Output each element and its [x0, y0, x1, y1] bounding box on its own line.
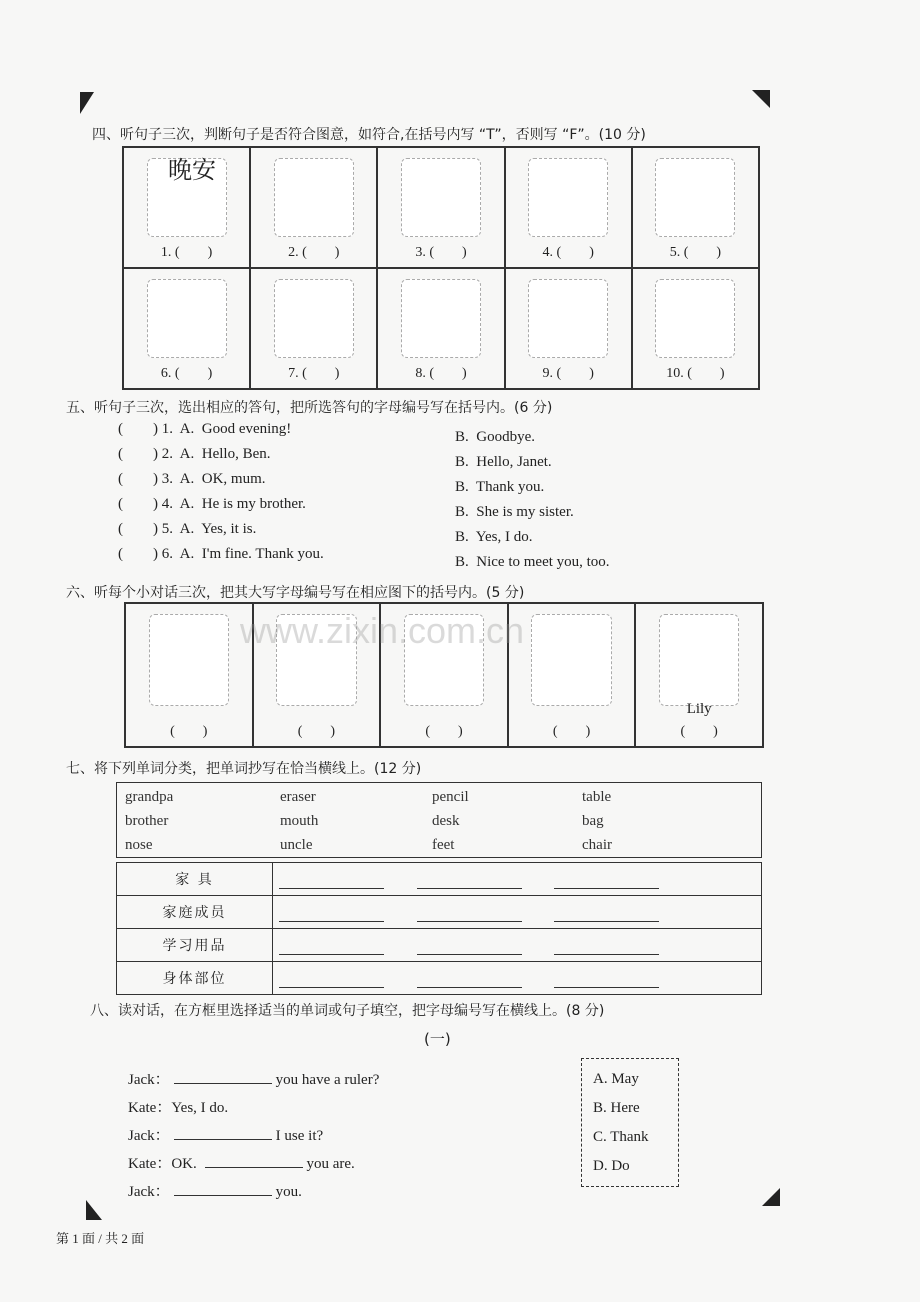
answer-line[interactable]: [554, 987, 659, 988]
dog-picture: [655, 158, 735, 237]
dialog-text: OK.: [171, 1156, 197, 1172]
dialog-text: you are.: [306, 1156, 355, 1172]
picture-cell: [505, 147, 632, 268]
question-5: ( ) 5. A. Yes, it is.: [118, 521, 257, 537]
picture-cell: [377, 268, 504, 389]
word: desk: [432, 813, 460, 829]
picture-cell: [125, 603, 253, 747]
picture-cell: [635, 603, 763, 747]
word: nose: [125, 837, 153, 853]
picture-cell: [123, 268, 250, 389]
dialog-line: [128, 1068, 379, 1089]
answer-blank[interactable]: [205, 1167, 303, 1168]
word: mouth: [280, 813, 319, 829]
watermark: www.zixin.com.cn: [240, 610, 525, 651]
lily-label: Lily: [686, 701, 712, 717]
corner-mark: [86, 1200, 102, 1220]
corner-mark: [752, 90, 770, 108]
answer-blank[interactable]: [174, 1083, 272, 1084]
page-footer: 第 1 面 / 共 2 面: [56, 1231, 145, 1246]
category-row: [117, 863, 761, 895]
answer-line[interactable]: [554, 954, 659, 955]
category-label: 学习用品: [117, 929, 273, 961]
answer-line[interactable]: [279, 921, 384, 922]
section-7-title: 七、将下列单词分类，把单词抄写在恰当横线上。(12 分): [66, 761, 422, 777]
category-table: [116, 862, 762, 995]
answer-blank[interactable]: 8. ( ): [415, 366, 467, 381]
question-4: ( ) 4. A. He is my brother.: [118, 496, 306, 512]
word-box: [116, 782, 762, 858]
answer-blank[interactable]: ( ): [552, 724, 591, 739]
option-b-2: B. Hello, Janet.: [455, 454, 552, 470]
answer-line[interactable]: [279, 987, 384, 988]
scene-picture: [659, 614, 739, 706]
question-1: ( ) 1. A. Good evening!: [118, 421, 292, 437]
answer-blank[interactable]: 3. ( ): [415, 245, 467, 260]
answer-line[interactable]: [554, 921, 659, 922]
dialog-line: [128, 1096, 232, 1117]
answer-blank[interactable]: 2. ( ): [288, 245, 340, 260]
dialog-text: you.: [275, 1184, 302, 1200]
word: uncle: [280, 837, 313, 853]
answer-blank[interactable]: ( ): [425, 724, 463, 739]
answer-blank[interactable]: [174, 1195, 272, 1196]
answer-line[interactable]: [554, 888, 659, 889]
man-washing-picture: [528, 158, 608, 237]
word: chair: [582, 837, 612, 853]
option-b-1: B. Goodbye.: [455, 429, 535, 445]
option-b-4: B. She is my sister.: [455, 504, 574, 520]
answer-blank[interactable]: ( ): [680, 724, 718, 739]
picture-cell: [505, 268, 632, 389]
picture-cell: [508, 603, 636, 747]
dialog-line: [128, 1180, 302, 1201]
picture-cell: [250, 268, 377, 389]
answer-line[interactable]: [417, 888, 522, 889]
picture-grid-4: [122, 146, 760, 390]
word: bag: [582, 813, 604, 829]
corner-mark: [80, 92, 94, 114]
word: feet: [432, 837, 455, 853]
option: A. May: [593, 1071, 639, 1087]
answer-line[interactable]: [417, 921, 522, 922]
dialog-text: you have a ruler?: [275, 1072, 380, 1088]
question-2: ( ) 2. A. Hello, Ben.: [118, 446, 271, 462]
options-box: [581, 1058, 679, 1187]
section-5-title: 五、听句子三次，选出相应的答句，把所选答句的字母编号写在括号内。(6 分): [66, 400, 553, 416]
word: pencil: [432, 789, 469, 805]
answer-blank[interactable]: 4. ( ): [542, 245, 594, 260]
night-label: 晚安: [168, 156, 216, 184]
pencil-box-picture: [274, 158, 354, 237]
dialog-line: [128, 1124, 323, 1145]
scene-picture: [149, 614, 229, 706]
answer-blank[interactable]: [174, 1139, 272, 1140]
answer-blank[interactable]: 9. ( ): [542, 366, 594, 381]
answer-blank[interactable]: 5. ( ): [669, 245, 722, 260]
speaker: Jack：: [128, 1072, 170, 1088]
word: grandpa: [125, 789, 174, 805]
dialog-text: Yes, I do.: [171, 1100, 229, 1116]
picture-cell: [632, 147, 759, 268]
option-b-5: B. Yes, I do.: [455, 529, 533, 545]
answer-blank[interactable]: 10. ( ): [666, 366, 725, 381]
dialog-line: [128, 1152, 355, 1173]
handshake-picture: [655, 279, 735, 358]
category-label: 家庭成员: [117, 896, 273, 928]
option: C. Thank: [593, 1129, 649, 1145]
answer-line[interactable]: [279, 888, 384, 889]
category-label: 身体部位: [117, 962, 273, 994]
ship-picture: [401, 279, 481, 358]
category-row: [117, 961, 761, 994]
girl-covering-face-picture: [528, 279, 608, 358]
question-3: ( ) 3. A. OK, mum.: [118, 471, 266, 487]
option: B. Here: [593, 1100, 640, 1116]
category-label: 家 具: [117, 863, 273, 895]
corner-mark: [762, 1188, 780, 1206]
category-row: [117, 895, 761, 928]
option-b-3: B. Thank you.: [455, 479, 545, 495]
speaker: Kate：: [128, 1100, 172, 1116]
picture-cell: [123, 147, 250, 268]
answer-blank[interactable]: ( ): [297, 724, 336, 739]
speaker: Kate：: [128, 1156, 172, 1172]
picture-cell: [632, 268, 759, 389]
answer-blank[interactable]: ( ): [170, 724, 208, 739]
girl-and-boy-picture: [401, 158, 481, 237]
word: table: [582, 789, 612, 805]
table-with-ball-picture: [147, 279, 227, 358]
answer-line[interactable]: [279, 954, 384, 955]
answer-line[interactable]: [417, 987, 522, 988]
word: brother: [125, 813, 169, 829]
subsection-label: (一): [424, 1030, 451, 1048]
category-row: [117, 928, 761, 961]
word: eraser: [280, 789, 316, 805]
answer-line[interactable]: [417, 954, 522, 955]
answer-blank[interactable]: 1. ( ): [160, 245, 213, 260]
answer-blank[interactable]: 7. ( ): [288, 366, 340, 381]
picture-cell: [377, 147, 504, 268]
photo-frame-picture: [274, 279, 354, 358]
speaker: Jack：: [128, 1184, 170, 1200]
answer-blank[interactable]: 6. ( ): [160, 366, 213, 381]
option: D. Do: [593, 1158, 630, 1174]
section-4-title: 四、听句子三次，判断句子是否符合图意，如符合,在括号内写 “T”，否则写 “F”。(10 分): [92, 127, 646, 143]
picture-cell: [250, 147, 377, 268]
speaker: Jack：: [128, 1128, 170, 1144]
option-b-6: B. Nice to meet you, too.: [455, 554, 610, 570]
question-6: ( ) 6. A. I'm fine. Thank you.: [118, 546, 324, 562]
section-8-title: 八、读对话，在方框里选择适当的单词或句子填空，把字母编号写在横线上。(8 分): [90, 1003, 605, 1019]
scene-picture: [531, 614, 611, 706]
section-6-title: 六、听每个小对话三次，把其大写字母编号写在相应图下的括号内。(5 分): [66, 585, 525, 601]
dialog-text: I use it?: [275, 1128, 324, 1144]
